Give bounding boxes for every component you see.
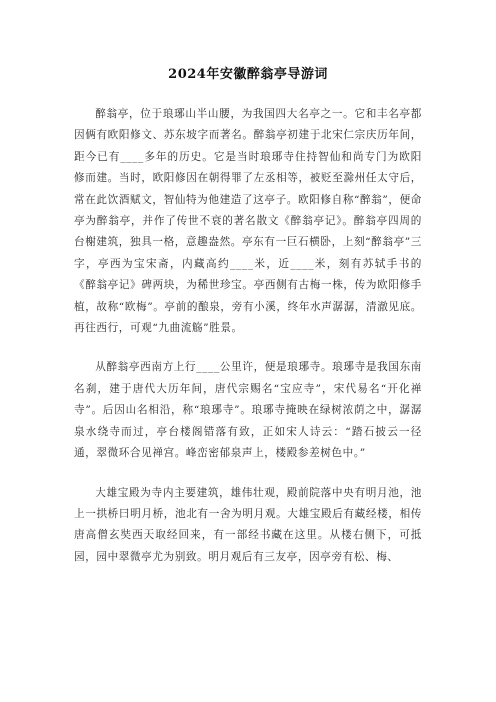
document-title: 2024年安徽醉翁亭导游词 [168, 67, 328, 82]
paragraph-1: 醉翁亭，位于琅琊山半山腰，为我国四大名亭之一。它和丰名亭都因俩有欧阳修文、苏东坡字而著名。醉翁亭初建于北宋仁宗庆历年间，距今已有____多年的历史。它是当时琅琊寺住持智仙和尚专门为欧阳修而建。当时，欧阳修因在朝得罪了左丞相等，被贬至滁州任太守后，常在此饮酒赋文，智仙特为他建造了这亭子。欧阳修自称“醉翁”，便命亭为醉翁亭，并作了传世不衰的著名散文《醉翁亭记》。醉翁亭四周的台榭建筑，独具一格，意趣盎然。亭东有一巨石横卧，上刻“醉翁亭”三字，亭西为宝宋斋，内藏高约____米，近____米，刻有苏轼手书的《醉翁亭记》碑两块，为稀世珍宝。亭西侧有古梅一株，传为欧阳修手植，故称“欧梅”。亭前的酿泉，旁有小溪，终年水声潺潺，清澈见底。再往西行，可观“九曲流觞”胜景。 [74, 108, 422, 335]
paragraph-2: 从醉翁亭西南方上行____公里许，便是琅琊寺。琅琊寺是我国东南名刹，建于唐代大历年间，唐代宗赐名“宝应寺”，宋代易名“开化禅寺”。后因山名相沿，称“琅琊寺”。琅琊寺掩映在绿树浓荫之中，潺潺泉水绕寺而过，亭台楼阁错落有致，正如宋人诗云：“踏石披云一径通，翠微环合见禅宫。峰峦密郁泉声上，楼殿参差树色中。” [74, 361, 422, 460]
paragraph-3: 大雄宝殿为寺内主要建筑，雄伟壮观，殿前院落中央有明月池，池上一拱桥曰明月桥，池北有一舍为明月观。大雄宝殿后有藏经楼，相传唐高僧玄奘西天取经回来，有一部经书藏在这里。从楼右侧下，可抵园，园中翠微亭尤为别致。明月观后有三友亭，因亭旁有松、梅、 [74, 486, 422, 563]
